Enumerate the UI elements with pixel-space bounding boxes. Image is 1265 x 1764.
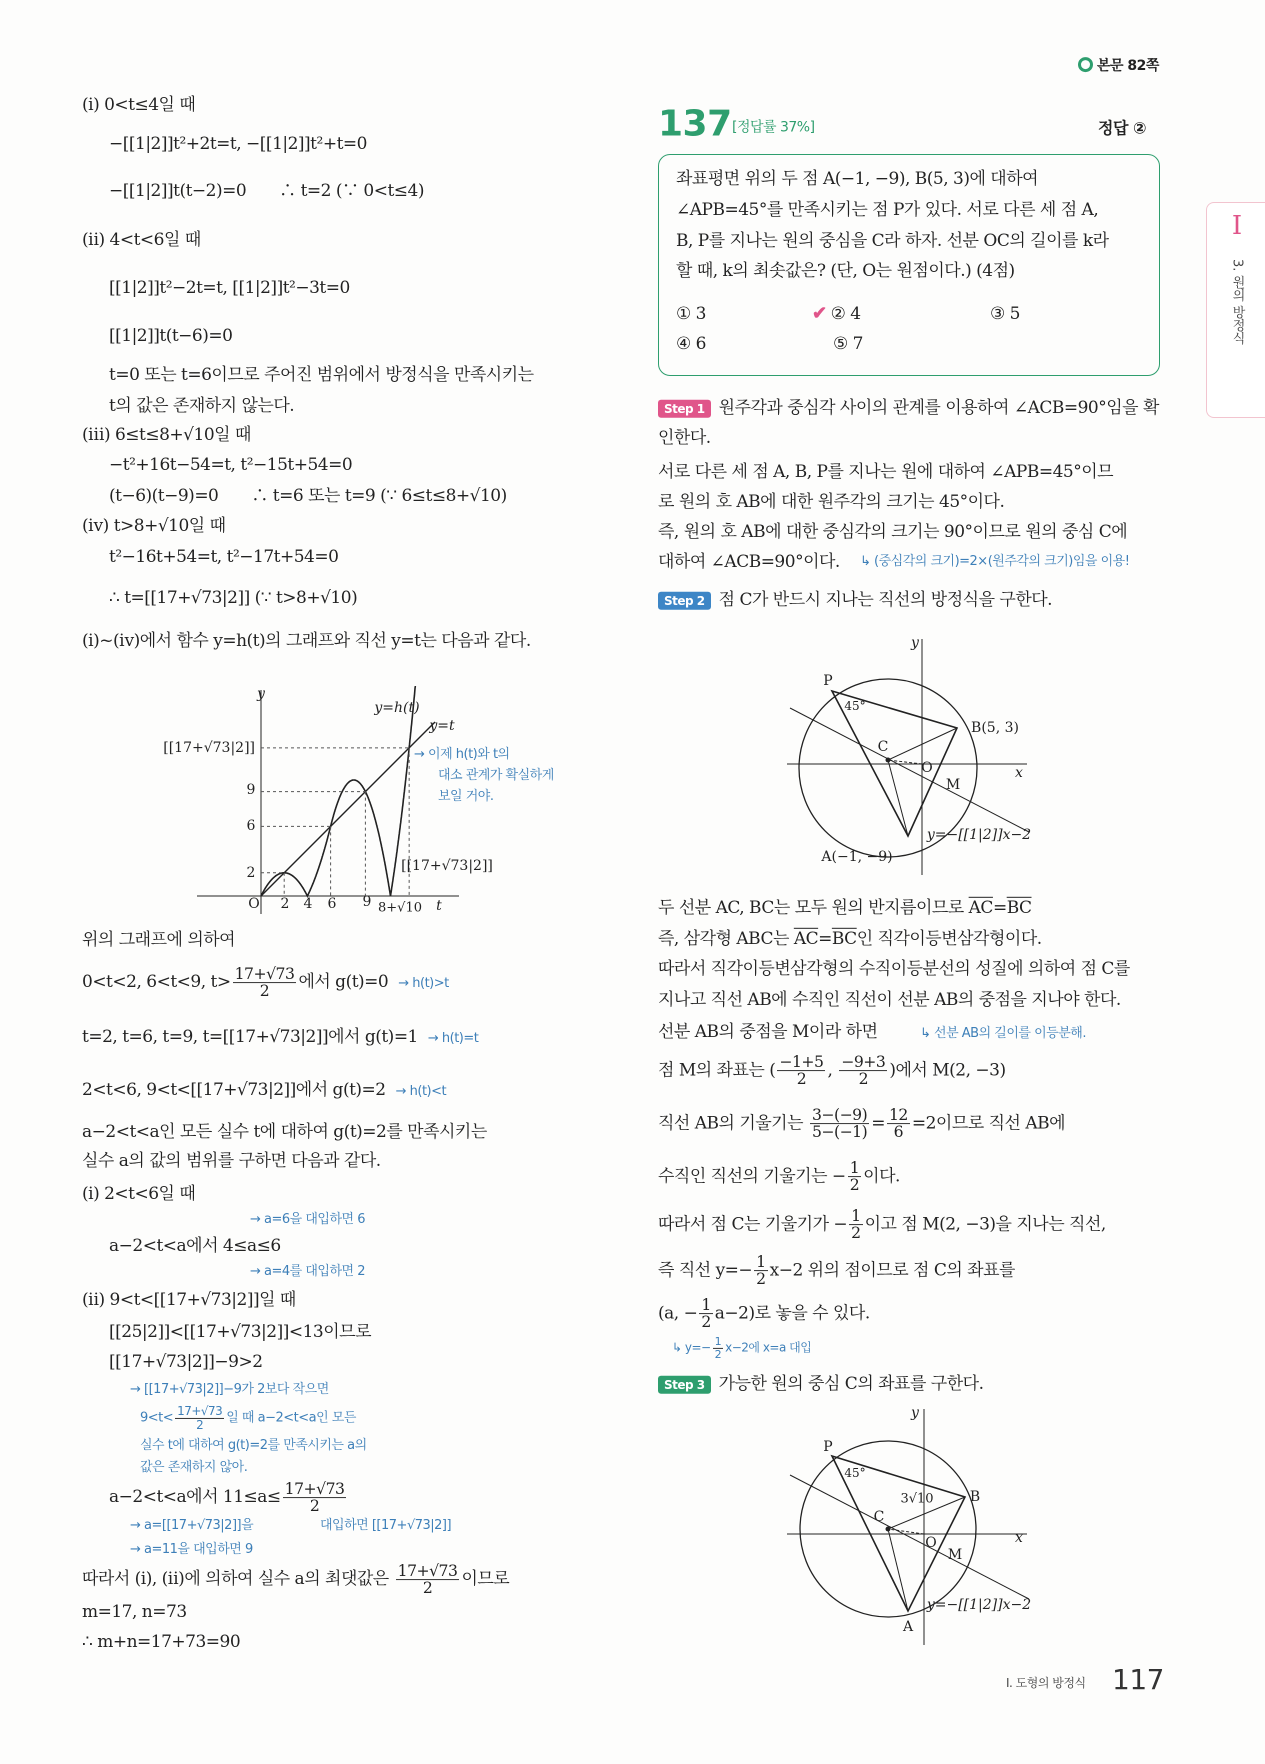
left-line-text: (ⅰ) 0<t≤4일 때 <box>82 94 196 115</box>
left-line-text: a−2<t<a에서 11≤a≤ $\frac{17+√73}{2}$ <box>109 1479 345 1516</box>
inline-note: → h(t)>t <box>398 976 449 992</box>
left-line-text: (ⅲ) 6≤t≤8+√10일 때 <box>82 424 251 445</box>
solution-line: 수직인 직선의 기울기는 − $\frac{1}{2}$ 이다. <box>658 1158 900 1195</box>
problem-line: 좌표평면 위의 두 점 A(−1, −9), B(5, 3)에 대하여 <box>676 168 1039 189</box>
left-line-text: 위의 그래프에 의하여 <box>82 929 236 950</box>
problem-line: ∠APB=45°를 만족시키는 점 P가 있다. 서로 다른 세 점 A, <box>676 199 1099 220</box>
left-solution-line <box>109 396 294 416</box>
solution-line: 지나고 직선 AB에 수직인 직선이 선분 AB의 중점을 지나야 한다. <box>658 989 1121 1010</box>
left-solution-line <box>82 1290 296 1310</box>
d2-y-label: y <box>911 1405 919 1421</box>
graph-y-axis-label: y <box>257 686 265 702</box>
note-a4: → a=4를 대입하면 2 <box>250 1264 365 1280</box>
left-line-text: −[[1|2]]t²+2t=t, −[[1|2]]t²+t=0 <box>109 133 367 154</box>
d2-M-label: M <box>947 1547 963 1563</box>
solution-line: 즉 직선 y=− $\frac{1}{2}$ x−2 위의 점이므로 점 C의 좌표를 <box>658 1252 1015 1289</box>
callout-root: [[17+√73|2]] <box>401 858 493 874</box>
left-solution-line <box>82 230 201 250</box>
solution-line: 따라서 직각이등변삼각형의 수직이등분선의 성질에 의하여 점 C를 <box>658 958 1130 979</box>
left-line-text: a−2<t<a인 모든 실수 t에 대하여 g(t)=2를 만족시키는 <box>82 1121 487 1142</box>
inline-note: → h(t)<t <box>395 1083 447 1099</box>
chapter-side-tab[interactable] <box>1206 202 1265 418</box>
step-2-badge: Step 2 <box>658 592 711 610</box>
d2-angle-label: 45° <box>844 1466 866 1480</box>
left-line-text: (ⅱ) 9<t<[[17+√73|2]]일 때 <box>82 1289 296 1310</box>
left-line-text: ∴ m+n=17+73=90 <box>82 1631 241 1652</box>
left-solution-line <box>109 278 350 298</box>
correct-rate: [정답률 37%] <box>732 119 815 136</box>
note-a-max-1: → a=[[17+√73|2]]을 <box>130 1518 254 1534</box>
circle-diagram-1 <box>787 635 1037 880</box>
d1-angle-label: 45° <box>844 699 866 713</box>
choice-1[interactable]: ① 3 <box>676 303 706 324</box>
left-solution-line <box>109 1481 348 1515</box>
problem-line: B, P를 지나는 원의 중심을 C라 하자. 선분 OC의 길이를 k라 <box>676 230 1109 251</box>
y-tick-root: [[17+√73|2]] <box>163 740 255 756</box>
d2-P-label: P <box>823 1439 833 1455</box>
left-line-text: [[25|2]]<[[17+√73|2]]<13이므로 <box>109 1321 372 1342</box>
solution-line: 점 M의 좌표는 ( $\frac{-1+5}{2}$ , $\frac{-9+3}{2}$ )에서 M(2, −3) <box>658 1052 1006 1089</box>
left-line-text: a−2<t<a에서 4≤a≤6 <box>109 1235 281 1256</box>
x-tick-8-root10: 8+√10 <box>378 900 422 916</box>
solution-line: 직선 AB의 기울기는 $\frac{3-(-9)}{5-(-1)}$ = $\frac{12}{6}$ =2이므로 직선 AB에 <box>658 1105 1066 1142</box>
segment-AC <box>888 760 908 836</box>
left-solution-line <box>109 1236 281 1256</box>
solution-line: 따라서 점 C는 기울기가 − $\frac{1}{2}$ 이고 점 M(2, −3)을 지나는 직선, <box>658 1206 1106 1243</box>
note-bisect: ↳ 선분 AB의 길이를 이등분해. <box>920 1026 1086 1042</box>
y-tick-9: 9 <box>246 782 256 798</box>
solution-line: 즉, 원의 호 AB에 대한 중심각의 크기는 90°이므로 원의 중심 C에 <box>658 521 1128 542</box>
solution-line: 로 원의 호 AB에 대한 원주각의 크기는 45°이다. <box>658 491 1005 512</box>
left-line-text: −[[1|2]]t(t−2)=0 ∴ t=2 (∵ 0<t≤4) <box>109 180 424 201</box>
center-C <box>886 758 891 763</box>
y-tick-2: 2 <box>246 865 256 881</box>
d1-C-label: C <box>877 739 889 755</box>
d2-B-label: B <box>969 1489 981 1505</box>
left-solution-line <box>82 1632 240 1652</box>
inline-note: → h(t)=t <box>427 1030 479 1046</box>
solution-line: 선분 AB의 중점을 M이라 하면 <box>658 1021 878 1042</box>
left-line-text: −t²+16t−54=t, t²−15t+54=0 <box>109 454 353 475</box>
d1-y-label: y <box>911 635 919 651</box>
left-line-text: ∴ t=[[17+√73|2]] (∵ t>8+√10) <box>109 587 358 608</box>
d1-P-label: P <box>823 673 833 689</box>
circle-diagram-2 <box>787 1405 1037 1650</box>
page-reference: 본문 82쪽 <box>1078 57 1159 75</box>
choice-3[interactable]: ③ 5 <box>990 303 1020 324</box>
x-tick-2: 2 <box>280 896 290 912</box>
left-solution-line <box>82 1602 187 1622</box>
left-line-text: (ⅳ) t>8+√10일 때 <box>82 515 226 536</box>
note-a11: → a=11을 대입하면 9 <box>130 1542 253 1558</box>
d1-M-label: M <box>945 777 961 793</box>
step-3-badge: Step 3 <box>658 1376 711 1394</box>
x-tick-4: 4 <box>303 896 313 912</box>
d2-distance-label: 3√10 <box>900 1491 934 1507</box>
choice-4[interactable]: ④ 6 <box>676 333 706 354</box>
note-a6: → a=6을 대입하면 6 <box>250 1212 365 1228</box>
note-condition-3: 실수 t에 대하여 g(t)=2를 만족시키는 a의 <box>140 1438 367 1454</box>
d2-line-label: y=−[[1|2]]x−2 <box>926 1597 1032 1613</box>
left-line-text: 0<t<2, 6<t<9, t> $\frac{17+√73}{2}$ 에서 g(t)=0 <box>82 964 389 1001</box>
problem-number: 137 <box>658 103 732 145</box>
left-line-text: [[1|2]]t²−2t=t, [[1|2]]t²−3t=0 <box>109 277 350 298</box>
note-substitute: ↳ y=− $\frac{1}{2}$ x−2에 x=a 대입 <box>672 1334 812 1361</box>
left-solution-line <box>109 455 352 475</box>
left-solution-line <box>109 1322 371 1342</box>
note-condition-4: 값은 존재하지 않아. <box>140 1460 248 1476</box>
x-tick-9: 9 <box>362 894 372 910</box>
x-tick-6: 6 <box>327 896 337 912</box>
curve-label-h: y=h(t) <box>374 700 420 716</box>
left-line-text: 2<t<6, 9<t<[[17+√73|2]]에서 g(t)=2 <box>82 1079 386 1100</box>
left-line-text: [[1|2]]t(t−6)=0 <box>109 325 233 346</box>
left-solution-line <box>109 365 534 385</box>
circle-bullet-icon <box>1078 57 1093 72</box>
step-1-badge: Step 1 <box>658 400 711 418</box>
center-C <box>886 1527 891 1532</box>
note-condition-1: → [[17+√73|2]]−9가 2보다 작으면 <box>130 1382 329 1398</box>
d1-x-label: x <box>1015 765 1023 781</box>
left-line-text: (ⅰ) 2<t<6일 때 <box>82 1183 196 1204</box>
left-line-text: (t−6)(t−9)=0 ∴ t=6 또는 t=9 (∵ 6≤t≤8+√10) <box>109 485 507 506</box>
graph-note: → 이제 h(t)와 t의 대소 관계가 확실하게 보일 거야. <box>414 746 554 804</box>
left-line-text: [[17+√73|2]]−9>2 <box>109 1351 263 1372</box>
curve-label-y-eq-t: y=t <box>429 718 455 734</box>
section-label: 3. 원의 방정식 <box>1229 259 1245 345</box>
step-3: Step 3 가능한 원의 중심 C의 좌표를 구한다. <box>658 1374 983 1394</box>
d2-A-label: A <box>902 1619 914 1635</box>
left-solution-line <box>109 547 338 567</box>
left-solution-line <box>109 486 507 506</box>
solution-line: 대하여 ∠ACB=90°이다. <box>658 551 840 572</box>
left-solution-line <box>82 1027 478 1047</box>
problem-line: 할 때, k의 최솟값은? (단, O는 원점이다.) (4점) <box>676 260 1015 281</box>
note-a-max-2: 대입하면 [[17+√73|2]] <box>320 1518 452 1534</box>
left-solution-line <box>109 134 367 154</box>
segment-AC <box>888 1529 908 1611</box>
left-solution-line <box>82 95 195 115</box>
d1-A-label: A(−1, −9) <box>821 849 893 865</box>
page-number: 117 <box>1112 1663 1164 1697</box>
left-solution-line <box>109 181 424 201</box>
left-line-text: 실수 a의 값의 범위를 구하면 다음과 같다. <box>82 1150 381 1171</box>
solution-line: 인한다. <box>658 427 711 448</box>
choice-2-selected[interactable]: ✔ ② 4 <box>812 303 861 325</box>
left-solution-line <box>109 326 232 346</box>
left-solution-line <box>82 966 449 1000</box>
d1-B-label: B(5, 3) <box>971 720 1019 736</box>
left-solution-line <box>82 1184 195 1204</box>
left-line-text: m=17, n=73 <box>82 1601 187 1622</box>
answer-label: 정답 ② <box>1098 118 1147 138</box>
left-solution-line <box>109 1352 263 1372</box>
left-line-text: t의 값은 존재하지 않는다. <box>109 395 295 416</box>
step-2: Step 2 점 C가 반드시 지나는 직선의 방정식을 구한다. <box>658 590 1052 610</box>
solution-line: 즉, 삼각형 ABC는 $\overline{AC}=\overline{BC}$인 직각이등변삼각형이다. <box>658 928 1042 949</box>
segment-OC <box>888 1529 924 1534</box>
diagram-1-canvas <box>787 635 1037 880</box>
left-solution-line <box>82 930 235 950</box>
chapter-numeral: Ⅰ <box>1231 211 1243 241</box>
left-line-text: (ⅱ) 4<t<6일 때 <box>82 229 201 250</box>
left-solution-line <box>82 1563 509 1597</box>
graph-x-axis-label: t <box>436 898 442 914</box>
graph-origin-label: O <box>248 896 260 912</box>
y-tick-6: 6 <box>246 818 256 834</box>
left-line-text: 따라서 (ⅰ), (ⅱ)에 의하여 실수 a의 최댓값은 $\frac{17+√73}{2}$ 이므로 <box>82 1561 510 1598</box>
left-solution-line <box>82 1080 446 1100</box>
left-solution-line <box>82 425 251 445</box>
left-solution-line <box>82 631 531 651</box>
left-line-text: t²−16t+54=t, t²−17t+54=0 <box>109 546 339 567</box>
note-condition-2: 9<t< $\frac{17+√73}{2}$ 일 때 a−2<t<a인 모든 <box>140 1403 356 1432</box>
left-line-text: (ⅰ)~(ⅳ)에서 함수 y=h(t)의 그래프와 직선 y=t는 다음과 같다. <box>82 630 531 651</box>
footer-section: Ⅰ. 도형의 방정식 <box>1006 1675 1086 1690</box>
choice-5[interactable]: ⑤ 7 <box>833 333 863 354</box>
check-mark-icon: ✔ <box>812 303 827 325</box>
left-solution-line <box>109 588 357 608</box>
left-solution-line <box>82 1151 381 1171</box>
left-solution-line <box>82 1122 487 1142</box>
solution-line: (a, − $\frac{1}{2}$ a−2)로 놓을 수 있다. <box>658 1295 870 1332</box>
d1-line-label: y=−[[1|2]]x−2 <box>926 827 1032 843</box>
note-central-angle: ↳ (중심각의 크기)=2×(원주각의 크기)임을 이용! <box>860 554 1130 570</box>
step-1: Step 1 원주각과 중심각 사이의 관계를 이용하여 ∠ACB=90°임을 확 <box>658 398 1159 418</box>
left-solution-line <box>82 516 226 536</box>
solution-line: 서로 다른 세 점 A, B, P를 지나는 원에 대하여 ∠APB=45°이므 <box>658 461 1114 482</box>
d2-x-label: x <box>1015 1530 1023 1546</box>
d2-origin-label: O <box>925 1535 937 1551</box>
d2-C-label: C <box>873 1509 885 1525</box>
solution-line: 두 선분 AC, BC는 모두 원의 반지름이므로 $\overline{AC}=\overline{BC}$ <box>658 897 1032 918</box>
left-line-text: t=2, t=6, t=9, t=[[17+√73|2]]에서 g(t)=1 <box>82 1026 418 1047</box>
left-line-text: t=0 또는 t=6이므로 주어진 범위에서 방정식을 만족시키는 <box>109 364 534 385</box>
d1-origin-label: O <box>921 760 933 776</box>
